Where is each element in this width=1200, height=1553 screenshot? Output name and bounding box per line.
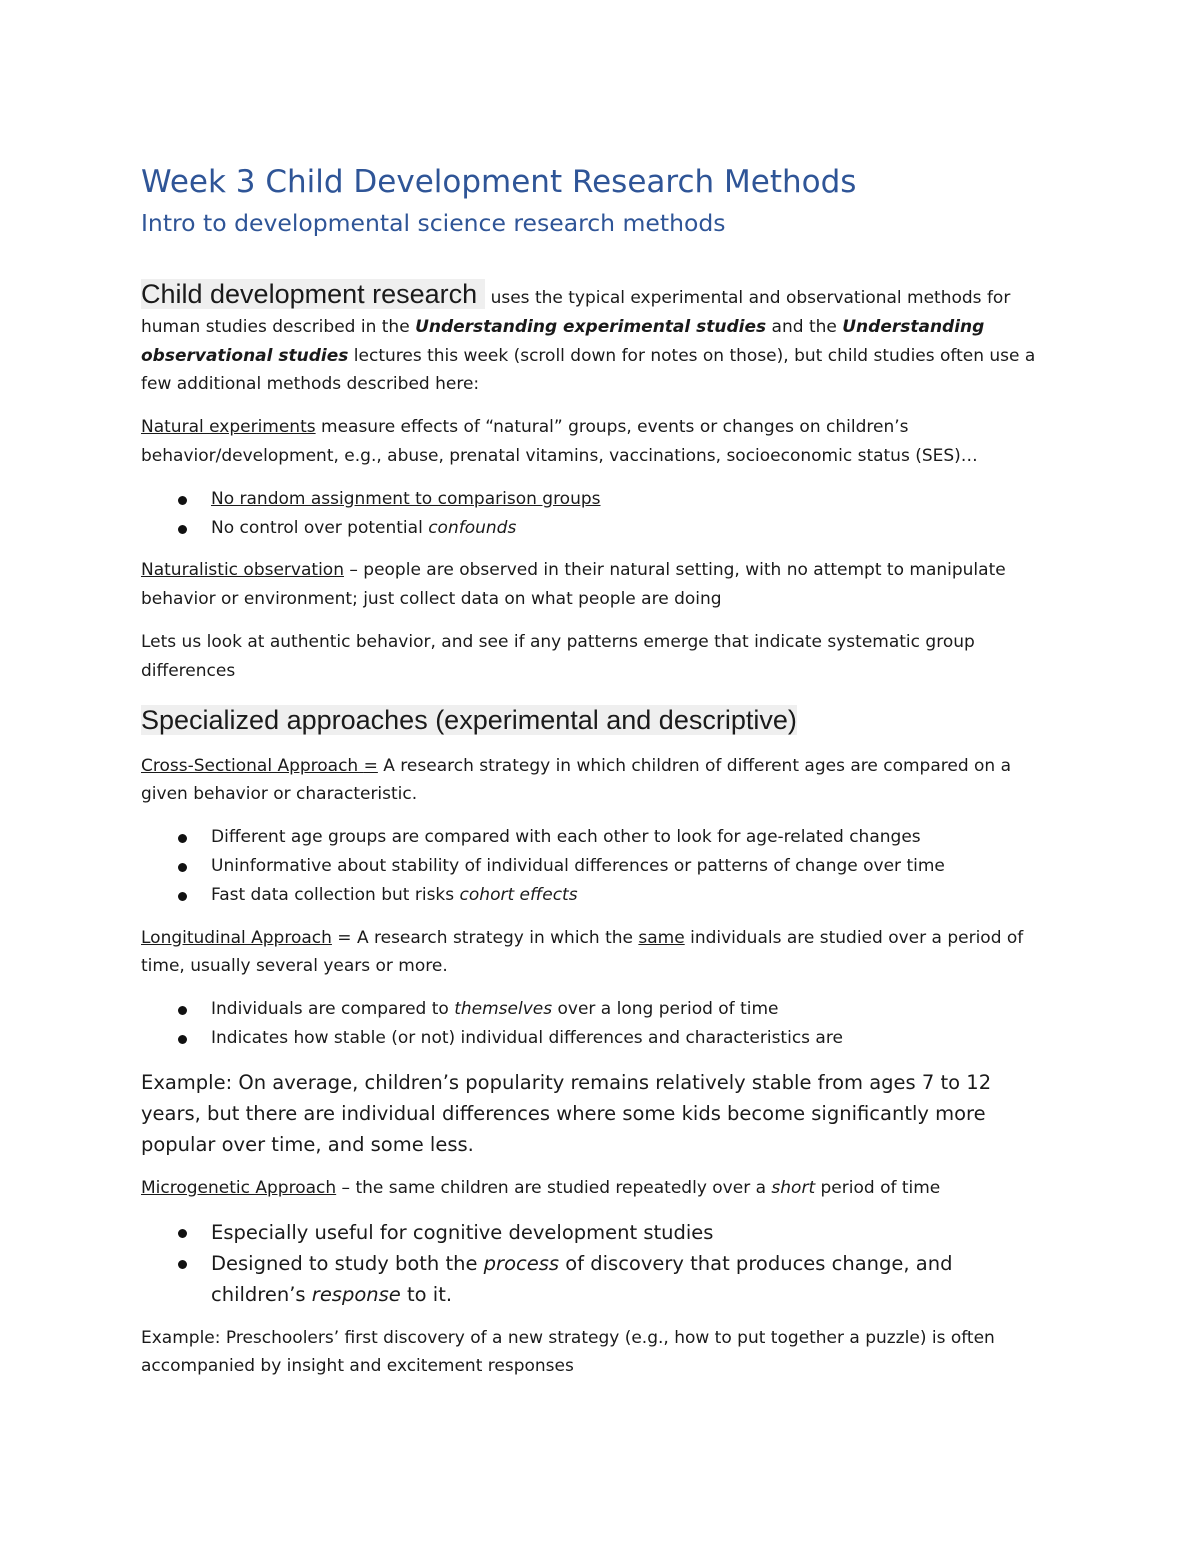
naturalistic-observation-text: – people are observed in their natural setting, with no attempt to manipulate behavior or environment; just collect data on what people are doing [141, 560, 1006, 610]
section-heading-text: Specialized approaches (experimental and descriptive) [141, 704, 797, 735]
bullet-icon [178, 834, 187, 843]
microgenetic-list [141, 1217, 1046, 1310]
natural-experiments-term: Natural experiments [141, 417, 316, 438]
list-item-text: of discovery that produces change, and children’s [211, 1251, 953, 1306]
list-item-text: Uninformative about stability of individual differences or patterns of change over time [211, 855, 945, 876]
list-item-text: to it. [400, 1282, 453, 1306]
natural-experiments-list [141, 485, 1046, 543]
list-item [141, 852, 1046, 881]
list-item-text: Designed to study both the [211, 1251, 484, 1275]
bullet-icon [178, 1260, 187, 1269]
list-item-text: Individuals are compared to [211, 999, 455, 1020]
longitudinal-example: Example: On average, children’s popularity remains relatively stable from ages 7 to 12 years, but there are individual differences where some kids become significantly more popular over time, and some less. [141, 1070, 992, 1156]
naturalistic-observation-term: Naturalistic observation [141, 560, 344, 581]
list-item [141, 1248, 1046, 1310]
microgenetic-short: short [771, 1177, 816, 1198]
longitudinal-text-1: = A research strategy in which the [331, 927, 639, 948]
list-item-text: over a long period of time [552, 999, 779, 1020]
cross-sectional-text: A research strategy in which children of different ages are compared on a given behavior or characteristic. [141, 755, 1012, 805]
cross-sectional-eq: = [363, 755, 378, 776]
list-item-text: Especially useful for cognitive development studies [211, 1220, 714, 1244]
document-body [141, 160, 1046, 1395]
list-item-text: No random assignment to comparison groups [211, 488, 601, 509]
list-item-italic: cohort effects [459, 884, 578, 905]
list-item-italic: response [311, 1282, 401, 1306]
intro-bold-2: Understanding observational studies [141, 316, 985, 366]
bullet-icon [178, 1229, 187, 1238]
intro-text-3: lectures this week (scroll down for notes on those), but child studies often use a few additional methods described here: [141, 345, 1036, 395]
list-item-italic: themselves [454, 999, 553, 1020]
longitudinal-same: same [638, 927, 685, 948]
list-item-text: Different age groups are compared with each other to look for age-related changes [211, 827, 921, 848]
list-item [141, 881, 1046, 910]
list-item [141, 995, 1046, 1024]
bullet-icon [178, 863, 187, 872]
list-item-italic: confounds [428, 517, 517, 538]
list-item [141, 514, 1046, 543]
longitudinal-list [141, 995, 1046, 1053]
bullet-icon [178, 496, 187, 505]
intro-paragraph [141, 280, 1046, 399]
cross-sectional-paragraph [141, 752, 1046, 810]
intro-bold-1: Understanding experimental studies [415, 316, 767, 337]
list-item-text: Fast data collection but risks [211, 884, 460, 905]
microgenetic-paragraph [141, 1174, 1046, 1203]
intro-text-1: uses the typical experimental and observational methods for human studies described in the [141, 288, 1011, 337]
list-item-text: Indicates how stable (or not) individual differences and characteristics are [211, 1027, 843, 1048]
naturalistic-observation-paragraph [141, 556, 1046, 614]
bullet-icon [178, 1035, 187, 1044]
page-subtitle: Intro to developmental science research methods [141, 209, 726, 237]
section-heading [141, 700, 1046, 740]
page-title: Week 3 Child Development Research Methods [141, 164, 857, 200]
microgenetic-text-1: – the same children are studied repeatedly over a [336, 1177, 772, 1198]
bullet-icon [178, 892, 187, 901]
cross-sectional-term-text: Cross-Sectional Approach [141, 755, 364, 776]
list-item-text: No control over potential [211, 517, 429, 538]
naturalistic-observation-followup: Lets us look at authentic behavior, and see if any patterns emerge that indicate systematic group differences [141, 631, 975, 681]
list-item [141, 485, 1046, 514]
cross-sectional-term [141, 756, 378, 776]
natural-experiments-paragraph [141, 413, 1046, 471]
longitudinal-term: Longitudinal Approach [141, 927, 332, 948]
longitudinal-paragraph [141, 924, 1046, 982]
bullet-icon [178, 525, 187, 534]
microgenetic-bullets [141, 1217, 1046, 1310]
list-item-italic: process [483, 1251, 560, 1275]
list-item [141, 823, 1046, 852]
microgenetic-example: Example: Preschoolers’ first discovery of a new strategy (e.g., how to put together a puzzle) is often accompanied by insight and excitement responses [141, 1327, 995, 1377]
microgenetic-text-2: period of time [815, 1177, 941, 1198]
intro-text-2: and the [766, 316, 843, 337]
list-item [141, 1217, 1046, 1248]
microgenetic-term: Microgenetic Approach [141, 1177, 337, 1198]
list-item [141, 1024, 1046, 1053]
cross-sectional-list [141, 823, 1046, 909]
bullet-icon [178, 1006, 187, 1015]
longitudinal-text-2: individuals are studied over a period of time, usually several years or more. [141, 927, 1024, 977]
intro-heading: Child development research [141, 279, 485, 309]
natural-experiments-text: measure effects of “natural” groups, events or changes on children’s behavior/development, e.g., abuse, prenatal vitamins, vaccinations, socioeconomic status (SES)… [141, 417, 978, 466]
